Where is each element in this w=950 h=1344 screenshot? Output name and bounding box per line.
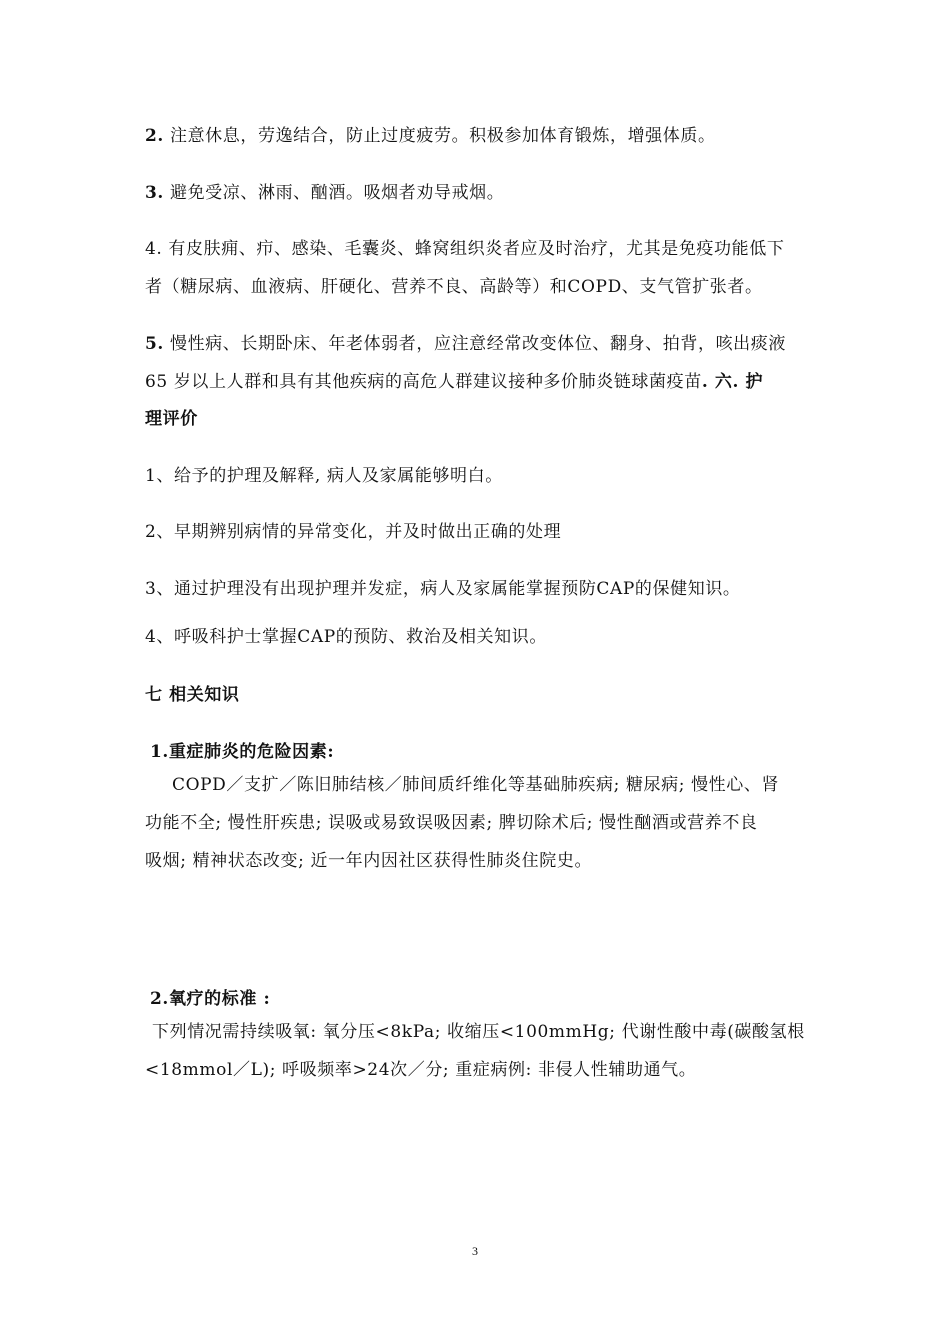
- subsection-1-line-3: 吸烟; 精神状态改变; 近一年内因社区获得性肺炎住院史。: [145, 851, 593, 871]
- item-number: 2.: [145, 126, 164, 146]
- section-7-heading: 七 相关知识: [145, 685, 240, 705]
- subsection-1-heading: 1.重症肺炎的危险因素:: [150, 742, 335, 762]
- item-text: 注意休息，劳逸结合，防止过度疲劳。积极参加体育锻炼，增强体质。: [169, 126, 716, 146]
- page-number: 3: [472, 1244, 478, 1258]
- item-text: 避免受凉、淋雨、酗酒。吸烟者劝导戒烟。: [169, 183, 505, 203]
- subsection-1-line-2: 功能不全; 慢性肝疾患; 误吸或易致误吸因素; 脾切除术后; 慢性酗酒或营养不良: [145, 813, 758, 833]
- item-number: 5.: [145, 334, 164, 354]
- section-6-heading-start: . 六. 护: [701, 372, 764, 392]
- evaluation-item-1: 1、给予的护理及解释, 病人及家属能够明白。: [145, 466, 503, 486]
- paragraph-item-3: [145, 181, 810, 205]
- evaluation-item-4: 4、呼吸科护士掌握CAP的预防、救治及相关知识。: [145, 627, 547, 647]
- item-text: 65 岁以上人群和具有其他疾病的高危人群建议接种多价肺炎链球菌疫苗: [145, 372, 702, 392]
- item-number: 3.: [145, 183, 164, 203]
- paragraph-item-4-line-1: 4. 有皮肤痈、疖、感染、毛囊炎、蜂窝组织炎者应及时治疗，尤其是免疫功能低下: [145, 239, 785, 259]
- subsection-2-line-1: 下列情况需持续吸氧: 氧分压<8kPa; 收缩压<100mmHg; 代谢性酸中毒(碳酸氢根: [152, 1022, 805, 1042]
- evaluation-item-3: 3、通过护理没有出现护理并发症，病人及家属能掌握预防CAP的保健知识。: [145, 579, 741, 599]
- subsection-2-heading: 2.氧疗的标准 :: [150, 989, 271, 1009]
- paragraph-item-2: [145, 124, 810, 148]
- paragraph-item-4-line-2: 者（糖尿病、血液病、肝硬化、营养不良、高龄等）和COPD、支气管扩张者。: [145, 277, 763, 297]
- section-6-heading-end: 理评价: [145, 409, 198, 429]
- paragraph-item-5-line-1: [145, 332, 810, 356]
- evaluation-item-2: 2、早期辨别病情的异常变化，并及时做出正确的处理: [145, 522, 562, 542]
- paragraph-item-5-line-2: [145, 370, 810, 394]
- subsection-1-line-1: COPD／支扩／陈旧肺结核／肺间质纤维化等基础肺疾病; 糖尿病; 慢性心、肾: [172, 775, 780, 795]
- item-text: 慢性病、长期卧床、年老体弱者，应注意经常改变体位、翻身、拍背，咳出痰液: [169, 334, 786, 354]
- subsection-2-line-2: <18mmol／L); 呼吸频率>24次／分; 重症病例: 非侵人性辅助通气。: [145, 1060, 697, 1080]
